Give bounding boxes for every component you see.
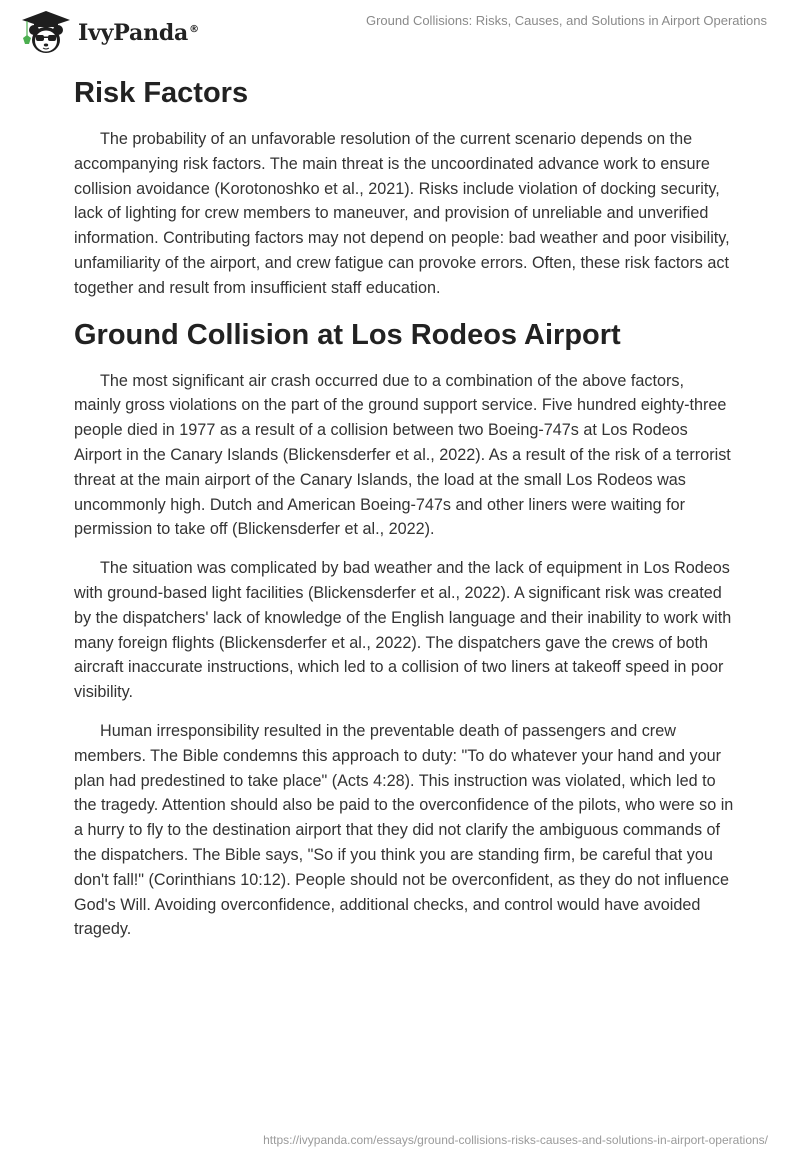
brand-name: IvyPanda® (78, 20, 199, 46)
paragraph: The probability of an unfavorable resolution of the current scenario depends on the accompanying risk factors. The main threat is the uncoordinated advance work to ensure collision avoidance (Korotonoshko et al., 2021). Risks include violation of docking security, lack of lighting for crew members to maneuver, and provision of unreliable and unverified information. Contributing factors may not depend on people: bad weather and poor visibility, unfamiliarity of the airport, and crew fatigue can provoke errors. Often, these risk factors act together and result from insufficient staff education. (74, 130, 730, 297)
section-heading-risk-factors: Risk Factors (74, 77, 249, 109)
page-header (0, 0, 800, 60)
registered-mark: ® (189, 23, 199, 35)
paragraph: Human irresponsibility resulted in the preventable death of passengers and crew members. The Bible condemns this approach to duty: "To do whatever your hand and your plan had predestined to take place" (Acts 4:28). This instruction was violated, which led to the tragedy. Attention should also be paid to the overconfidence of the pilots, who were so in a hurry to fly to the destination airport that they did not clarify the ambiguous commands of the dispatchers. The Bible says, "So if you think you are standing firm, be careful that you don't fall!" (Corinthians 10:12). People should not be overconfident, as they do not influence God's Will. Avoiding overconfidence, additional checks, and control would have avoided tragedy. (74, 721, 734, 939)
essay-content (74, 70, 734, 956)
panda-graduate-icon (18, 8, 74, 56)
document-title: Ground Collisions: Risks, Causes, and Solutions in Airport Operations (365, 13, 767, 28)
paragraph: The situation was complicated by bad weather and the lack of equipment in Los Rodeos with ground-based light facilities (Blickensderfer et al., 2022). A significant risk was created by the dispatchers' lack of knowledge of the English language and their inability to work with many foreign flights (Blickensderfer et al., 2022). The dispatchers gave the crews of both aircraft inaccurate instructions, which led to a collision of two liners at takeoff speed in poor visibility. (74, 559, 732, 702)
source-url-link[interactable]: https://ivypanda.com/essays/ground-collisions-risks-causes-and-solutions-in-airport-operations/ (263, 1133, 768, 1147)
paragraph: The most significant air crash occurred due to a combination of the above factors, mainly gross violations on the part of the ground support service. Five hundred eighty-three people died in 1977 as a result of a collision between two Boeing-747s at Los Rodeos Airport in the Canary Islands (Blickensderfer et al., 2022). As a result of the risk of a terrorist threat at the main airport of the Canary Islands, the load at the small Los Rodeos was uncommonly high. Dutch and American Boeing-747s and other liners were waiting for permission to take off (Blickensderfer et al., 2022). (74, 371, 731, 539)
ivypanda-logo[interactable] (18, 8, 199, 56)
section-heading-ground-collision: Ground Collision at Los Rodeos Airport (74, 318, 621, 351)
